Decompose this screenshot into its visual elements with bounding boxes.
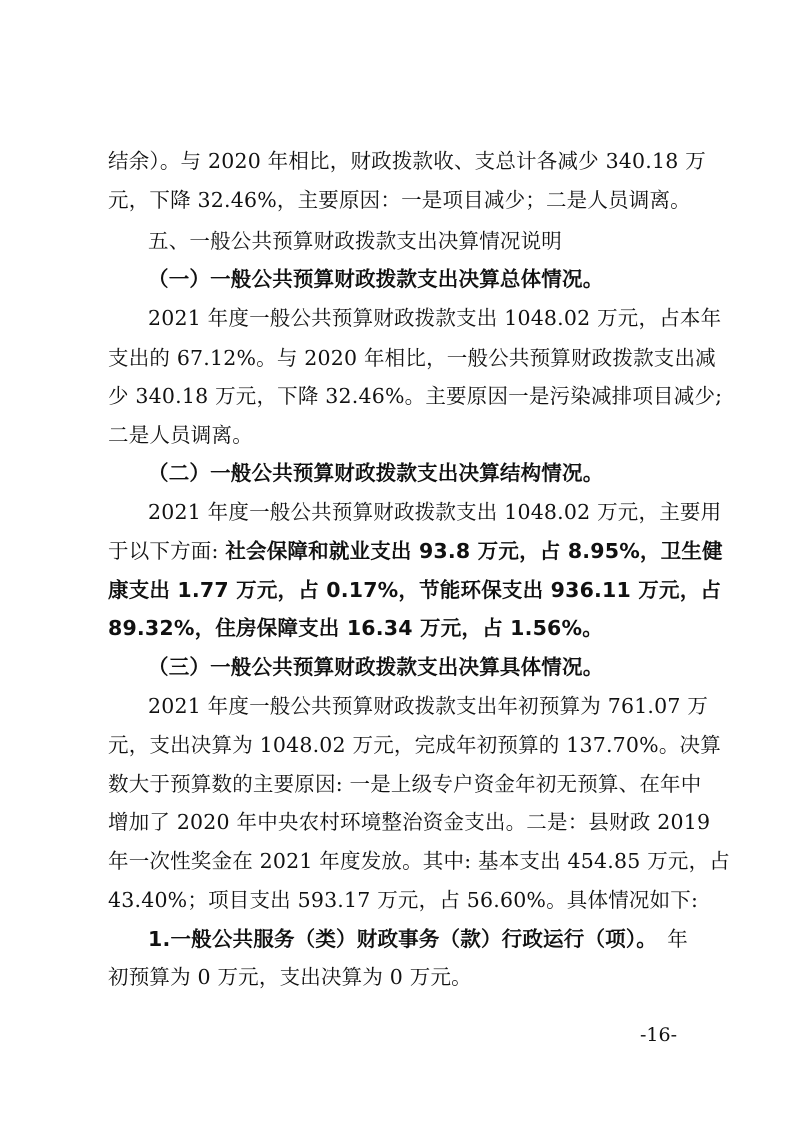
text-line: 初预算为 0 万元，支出决算为 0 万元。 xyxy=(108,965,472,989)
bold-text-line: 康支出 1.77 万元，占 0.17%，节能环保支出 936.11 万元，占 xyxy=(108,578,722,602)
text-line: 二是人员调离。 xyxy=(108,423,253,447)
item-heading: 1.一般公共服务（类）财政事务（款）行政运行（项）。 xyxy=(148,927,657,951)
text-line: 2021 年度一般公共预算财政拨款支出 1048.02 万元，主要用 xyxy=(148,500,722,524)
text-line: 数大于预算数的主要原因: 一是上级专户资金年初无预算、在年中 xyxy=(108,772,702,796)
text-line: 少 340.18 万元，下降 32.46%。主要原因一是污染减排项目减少; xyxy=(108,384,723,408)
text-line: 增加了 2020 年中央农村环境整治资金支出。二是：县财政 2019 xyxy=(108,810,711,834)
text-line xyxy=(108,538,723,564)
text-line: 元，下降 32.46%，主要原因：一是项目减少；二是人员调离。 xyxy=(108,188,691,212)
bold-text-line: 89.32%，住房保障支出 16.34 万元，占 1.56%。 xyxy=(108,616,603,640)
subsection-heading: （一）一般公共预算财政拨款支出决算总体情况。 xyxy=(148,267,604,291)
item-heading-line xyxy=(148,926,688,952)
subsection-heading: （三）一般公共预算财政拨款支出决算具体情况。 xyxy=(148,655,604,679)
text-line: 结余）。与 2020 年相比，财政拨款收、支总计各减少 340.18 万 xyxy=(108,149,706,173)
bold-text-run: 社会保障和就业支出 93.8 万元，占 8.95%，卫生健 xyxy=(225,539,723,563)
text-line: 年一次性奖金在 2021 年度发放。其中: 基本支出 454.85 万元，占 xyxy=(108,849,730,873)
text-line: 支出的 67.12%。与 2020 年相比，一般公共预算财政拨款支出减 xyxy=(108,346,716,370)
page-number: -16- xyxy=(640,1024,678,1046)
subsection-heading: （二）一般公共预算财政拨款支出决算结构情况。 xyxy=(148,461,604,485)
text-run: 年 xyxy=(667,927,688,951)
section-heading: 五、一般公共预算财政拨款支出决算情况说明 xyxy=(148,229,562,253)
text-line: 2021 年度一般公共预算财政拨款支出年初预算为 761.07 万 xyxy=(148,694,709,718)
text-line: 元，支出决算为 1048.02 万元，完成年初预算的 137.70%。决算 xyxy=(108,733,721,757)
text-line: 2021 年度一般公共预算财政拨款支出 1048.02 万元，占本年 xyxy=(148,306,722,330)
text-run: 于以下方面: xyxy=(108,539,219,563)
text-line: 43.40%；项目支出 593.17 万元，占 56.60%。具体情况如下: xyxy=(108,888,699,912)
